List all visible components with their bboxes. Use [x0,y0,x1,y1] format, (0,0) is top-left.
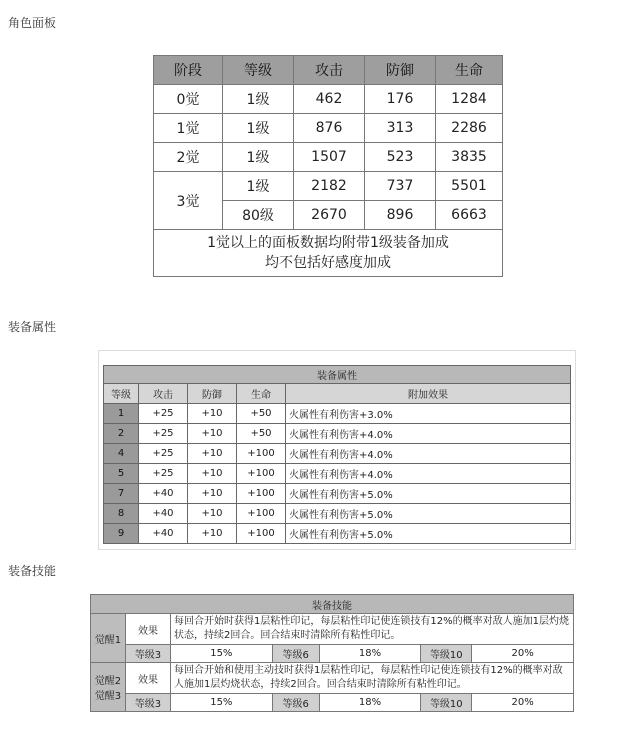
equip-cell-effect: 火属性有利伤害+4.0% [286,424,571,444]
skill-level-value: 15% [171,645,273,663]
section-title-skill: 装备技能 [8,564,57,578]
equip-header-level: 等级 [104,384,139,404]
panel-cell-level: 1级 [223,114,294,143]
equip-cell-def: +10 [188,404,237,424]
panel-cell-level: 80级 [223,201,294,230]
table-row [104,524,571,544]
equip-cell-atk: +25 [139,424,188,444]
equip-cell-level: 7 [104,484,139,504]
table-row [104,444,571,464]
skill-caption-row [91,595,574,614]
equip-cell-hp: +50 [237,404,286,424]
panel-cell-def: 896 [365,201,436,230]
equip-header-def: 防御 [188,384,237,404]
equip-cell-effect: 火属性有利伤害+4.0% [286,444,571,464]
equip-header-atk: 攻击 [139,384,188,404]
panel-cell-stage: 0觉 [154,85,223,114]
equip-cell-def: +10 [188,504,237,524]
skill-level-value: 18% [319,694,421,712]
equip-cell-level: 4 [104,444,139,464]
skill-side-label: 觉醒2 觉醒3 [91,663,126,712]
skill-level-label: 等级6 [272,645,319,663]
equip-cell-level: 9 [104,524,139,544]
skill-level-value: 18% [319,645,421,663]
equip-cell-hp: +100 [237,524,286,544]
panel-header-level: 等级 [223,56,294,85]
section-title-equip: 装备属性 [8,320,57,334]
skill-level-label: 等级3 [126,645,171,663]
equip-cell-atk: +25 [139,444,188,464]
equip-cell-def: +10 [188,444,237,464]
equip-cell-atk: +40 [139,484,188,504]
equip-cell-atk: +40 [139,504,188,524]
panel-cell-atk: 2670 [294,201,365,230]
panel-cell-def: 737 [365,172,436,201]
table-row [154,85,503,114]
equipment-skill-table [90,594,574,712]
equip-cell-hp: +100 [237,444,286,464]
equip-cell-def: +10 [188,484,237,504]
panel-cell-def: 523 [365,143,436,172]
skill-level-label: 等级10 [421,645,472,663]
equip-cell-effect: 火属性有利伤害+5.0% [286,504,571,524]
equip-cell-def: +10 [188,424,237,444]
equip-cell-atk: +25 [139,464,188,484]
panel-cell-hp: 3835 [436,143,503,172]
panel-cell-hp: 5501 [436,172,503,201]
equip-cell-level: 2 [104,424,139,444]
equip-cell-def: +10 [188,464,237,484]
equip-cell-hp: +100 [237,464,286,484]
panel-cell-level: 1级 [223,143,294,172]
table-row [154,172,503,201]
equip-cell-atk: +40 [139,524,188,544]
equip-header-hp: 生命 [237,384,286,404]
equip-cell-hp: +100 [237,484,286,504]
panel-cell-stage: 1觉 [154,114,223,143]
table-row [154,114,503,143]
panel-header-stage: 阶段 [154,56,223,85]
table-row [104,504,571,524]
skill-effect-row [91,614,574,645]
panel-header-row [154,56,503,85]
skill-level-row [91,645,574,663]
table-row [104,424,571,444]
skill-level-value: 20% [472,694,574,712]
equip-cell-effect: 火属性有利伤害+3.0% [286,404,571,424]
panel-cell-level: 1级 [223,172,294,201]
equip-header-row [104,384,571,404]
panel-note-line1: 1觉以上的面板数据均附带1级装备加成 [207,235,449,251]
panel-cell-stage: 3觉 [154,172,223,230]
panel-cell-hp: 2286 [436,114,503,143]
equip-caption: 装备属性 [104,366,571,384]
panel-note [154,230,503,277]
panel-cell-level: 1级 [223,85,294,114]
panel-cell-def: 313 [365,114,436,143]
equip-cell-level: 1 [104,404,139,424]
panel-cell-atk: 462 [294,85,365,114]
equip-cell-hp: +50 [237,424,286,444]
skill-level-value: 15% [171,694,273,712]
skill-effect-text: 每回合开始时获得1层粘性印记，每层粘性印记使连锁技有12%的概率对敌人施加1层灼烧状态，持续2回合。回合结束时清除所有粘性印记。 [171,614,574,645]
equip-cell-effect: 火属性有利伤害+5.0% [286,524,571,544]
equip-header-effect: 附加效果 [286,384,571,404]
table-row [104,464,571,484]
equipment-attribute-table [103,365,571,544]
equip-cell-def: +10 [188,524,237,544]
equip-cell-hp: +100 [237,504,286,524]
equip-cell-atk: +25 [139,404,188,424]
skill-side-label: 觉醒1 [91,614,126,663]
equip-cell-effect: 火属性有利伤害+4.0% [286,464,571,484]
skill-effect-text: 每回合开始和使用主动技时获得1层粘性印记，每层粘性印记使连锁技有12%的概率对敌人施加1层灼烧状态，持续2回合。回合结束时清除所有粘性印记。 [171,663,574,694]
panel-header-hp: 生命 [436,56,503,85]
panel-cell-atk: 2182 [294,172,365,201]
panel-cell-atk: 876 [294,114,365,143]
equip-cell-effect: 火属性有利伤害+5.0% [286,484,571,504]
panel-header-atk: 攻击 [294,56,365,85]
panel-cell-def: 176 [365,85,436,114]
skill-level-label: 等级10 [421,694,472,712]
skill-caption: 装备技能 [91,595,574,614]
equip-caption-row [104,366,571,384]
panel-note-line2: 均不包括好感度加成 [265,255,391,271]
panel-note-row [154,230,503,277]
table-row [104,484,571,504]
panel-cell-atk: 1507 [294,143,365,172]
skill-effect-row [91,663,574,694]
equip-cell-level: 8 [104,504,139,524]
table-row [104,404,571,424]
panel-cell-hp: 1284 [436,85,503,114]
skill-effect-label: 效果 [126,663,171,694]
skill-level-value: 20% [472,645,574,663]
skill-level-row [91,694,574,712]
skill-level-label: 等级3 [126,694,171,712]
panel-cell-stage: 2觉 [154,143,223,172]
panel-header-def: 防御 [365,56,436,85]
section-title-panel: 角色面板 [8,16,57,30]
equip-cell-level: 5 [104,464,139,484]
skill-effect-label: 效果 [126,614,171,645]
character-panel-table [153,55,503,277]
skill-level-label: 等级6 [272,694,319,712]
panel-cell-hp: 6663 [436,201,503,230]
table-row [154,143,503,172]
